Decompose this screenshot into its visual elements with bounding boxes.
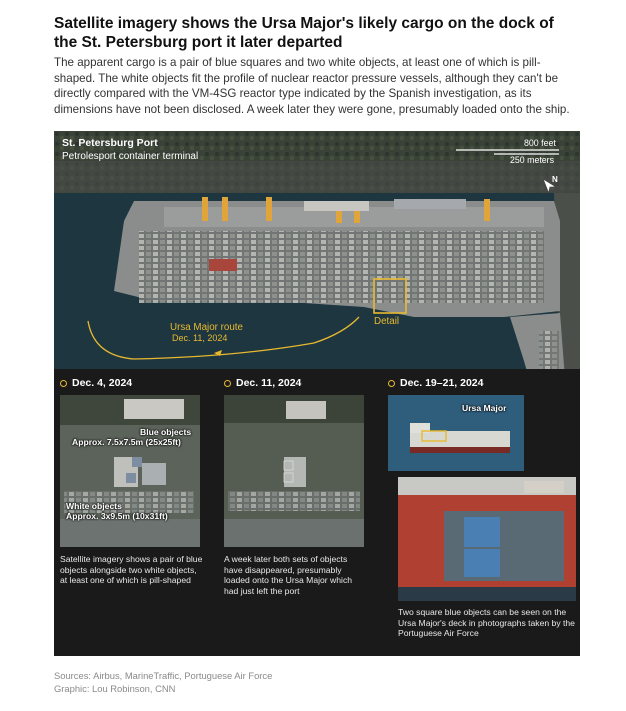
container-yard <box>139 231 544 303</box>
white-objects-dims: Approx. 3x9.5m (10x31ft) <box>66 511 168 521</box>
panel-1-caption: Satellite imagery shows a pair of blue objects alongside two white objects, at least one of which is pill-shaped <box>60 554 203 585</box>
satellite-figure <box>54 131 580 656</box>
circle-icon <box>388 380 395 387</box>
detail-label: Detail <box>374 316 400 327</box>
scale-meters-label: 250 meters <box>510 155 555 165</box>
panel-3-photo-deck <box>398 477 576 601</box>
route-label: Ursa Major route <box>170 322 243 333</box>
red-containers <box>209 259 237 271</box>
port-name: St. Petersburg Port <box>62 137 158 149</box>
north-label: N <box>552 175 558 184</box>
panel-3-caption: Two square blue objects can be seen on the Ursa Major's deck in photographs taken by the Portuguese Air Force <box>398 607 575 638</box>
panel-2-date: Dec. 11, 2024 <box>224 377 301 389</box>
ship-top-2 <box>394 199 466 209</box>
ship-name-label: Ursa Major <box>462 403 507 413</box>
blue-objects-label: Blue objects <box>140 427 192 437</box>
route-date: Dec. 11, 2024 <box>172 333 228 343</box>
terminal-name: Petrolesport container terminal <box>62 151 199 162</box>
circle-icon <box>224 380 231 387</box>
scale-feet-label: 800 feet <box>524 138 556 148</box>
white-objects-label: White objects <box>66 501 122 511</box>
panel-1-date: Dec. 4, 2024 <box>60 377 132 389</box>
credit: Graphic: Lou Robinson, CNN <box>54 683 176 694</box>
blue-objects-dims: Approx. 7.5x7.5m (25x25ft) <box>72 437 181 447</box>
panel-3-date: Dec. 19–21, 2024 <box>388 377 484 389</box>
dek-paragraph: The apparent cargo is a pair of blue squares and two white objects, at least one of which is pill-shaped. The white objects fit the profile of nuclear reactor pressure vessels, although they can't be directly compared with the VM-4SG reactor type indicated by the Spanish investigation, as its dimensions have not been disclosed. A week later they were gone, presumably loaded onto the ship. <box>54 56 570 116</box>
sources: Sources: Airbus, MarineTraffic, Portuguese Air Force <box>54 670 273 681</box>
panel-1-image <box>60 395 200 547</box>
ship-top-1 <box>304 201 369 211</box>
panel-2-image <box>224 395 364 547</box>
circle-icon <box>60 380 67 387</box>
headline: Satellite imagery shows the Ursa Major's likely cargo on the dock of the St. Petersburg port it later departed <box>54 15 554 51</box>
panel-2-caption: A week later both sets of objects have disappeared, presumably loaded onto the Ursa Major which had just left the port <box>224 554 353 596</box>
sources-credit <box>54 669 272 695</box>
